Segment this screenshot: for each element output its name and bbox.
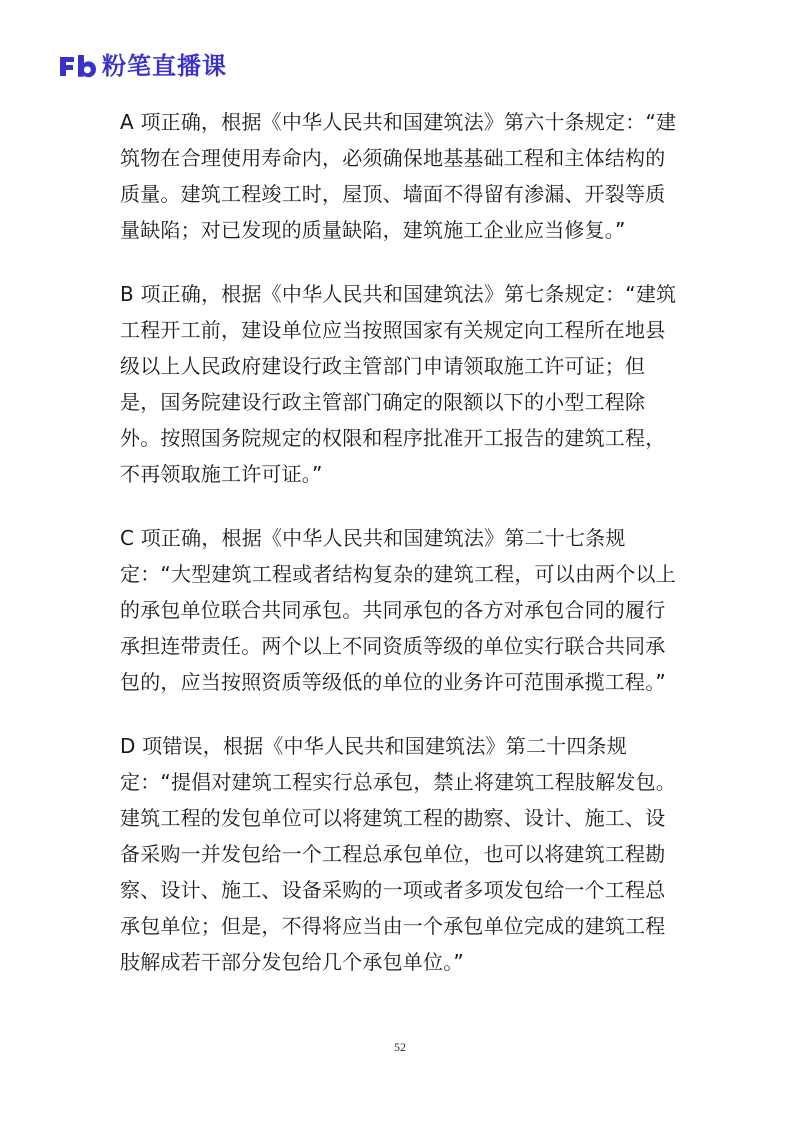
page-number: 52 [394,1040,406,1054]
option-c-explanation: C 项正确，根据《中华人民共和国建筑法》第二十七条规定：“大型建筑工程或者结构复杂的建筑工程，可以由两个以上的承包单位联合共同承包。共同承包的各方对承包合同的履行承担连带责任。两个以上不同资质等级的单位实行联合共同承包的，应当按照资质等级低的单位的业务许可范围承揽工程。” [120,526,676,694]
fb-logo-icon [58,54,98,78]
brand-name: 粉笔直播课 [102,52,227,80]
answer-explanation [120,104,680,1008]
option-a-explanation: A 项正确，根据《中华人民共和国建筑法》第六十条规定：“建筑物在合理使用寿命内，必须确保地基基础工程和主体结构的质量。建筑工程竣工时，屋顶、墙面不得留有渗漏、开裂等质量缺陷；对已发现的质量缺陷，建筑施工企业应当修复。” [120,110,677,242]
option-d-explanation: D 项错误，根据《中华人民共和国建筑法》第二十四条规定：“提倡对建筑工程实行总承包，禁止将建筑工程肢解发包。建筑工程的发包单位可以将建筑工程的勘察、设计、施工、设备采购一并发包给一个工程总承包单位，也可以将建筑工程勘察、设计、施工、设备采购的一项或者多项发包给一个工程总承包单位；但是，不得将应当由一个承包单位完成的建筑工程肢解成若干部分发包给几个承包单位。” [120,734,676,974]
option-b-explanation: B 项正确，根据《中华人民共和国建筑法》第七条规定：“建筑工程开工前，建设单位应当按照国家有关规定向工程所在地县级以上人民政府建设行政主管部门申请领取施工许可证；但是，国务院建设行政主管部门确定的限额以下的小型工程除外。按照国务院规定的权限和程序批准开工报告的建筑工程，不再领取施工许可证。” [120,282,677,486]
brand-header [58,50,227,82]
